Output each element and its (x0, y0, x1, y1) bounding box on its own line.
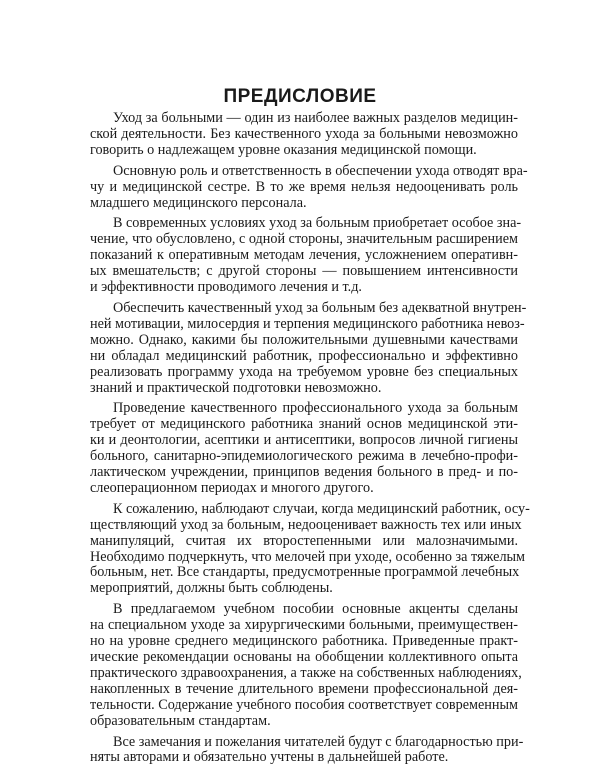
paragraph-1 (90, 111, 518, 159)
paragraph-7 (90, 601, 522, 729)
paragraph-8 (90, 733, 524, 767)
body-text (90, 110, 530, 771)
text-line: требует от медицинского работника знаний основ медицинской эти- (90, 416, 518, 433)
text-line: К сожалению, наблюдают случаи, когда медицинский работник, осу- (113, 500, 530, 517)
text-line: Необходимо подчеркнуть, что мелочей при уходе, особенно за тяжелым (90, 548, 526, 565)
paragraph-6 (90, 500, 530, 597)
text-line: и эффективности проводимого лечения и т.д. (90, 279, 362, 296)
text-line: больным, нет. Все стандарты, предусмотренные программой лечебных (90, 564, 520, 581)
text-line: В современных условиях уход за больным приобретает особое зна- (113, 215, 522, 232)
text-line: практического здравоохранения, а также на собственных наблюдениях, (90, 664, 522, 681)
text-line: ки и деонтологии, асептики и антисептики, вопросов личной гигиены (90, 432, 518, 449)
text-line: чу и медицинской сестре. В то же время нельзя недооценивать роль (90, 178, 518, 195)
text-line: слеоперационном периодах и многого другого. (90, 479, 374, 496)
text-line: Проведение качественного профессионального ухода за больным (113, 400, 518, 417)
text-line: Основную роль и ответственность в обеспечении ухода отводят вра- (113, 162, 528, 179)
text-line: образовательным стандартам. (90, 712, 271, 729)
text-line: лактическом учреждении, принципов ведения больного в пред- и по- (90, 464, 518, 481)
text-line: мероприятий, должны быть соблюдены. (90, 580, 333, 597)
paragraph-5 (90, 401, 518, 496)
paragraph-2 (90, 162, 528, 212)
text-line: тельности. Содержание учебного пособия соответствует современным (90, 696, 518, 713)
text-line: Обеспечить качественный уход за больным без адекватной внутрен- (113, 299, 527, 316)
text-line: можно. Однако, какими бы положительными душевными качествами (90, 331, 518, 348)
text-line: больного, санитарно-эпидемиологического режима в лечебно-профи- (90, 448, 518, 465)
text-line: ых вмешательств; с другой стороны — повышением интенсивности (90, 263, 518, 280)
text-line: Уход за больными — один из наиболее важных разделов медицин- (113, 110, 518, 126)
text-line: ические рекомендации основаны на обобщении коллективного опыта (90, 649, 518, 665)
paragraph-4 (90, 299, 527, 396)
text-line: младшего медицинского персонала. (90, 194, 307, 211)
text-line: говорить о надлежащем уровне оказания медицинской помощи. (90, 141, 477, 158)
text-line: В предлагаемом учебном пособии основные акценты сделаны (113, 601, 518, 618)
text-line: реализовать программу ухода на требуемом уровне без специальных (90, 363, 518, 380)
text-line: манипуляций, считая их второстепенными или малозначимыми. (90, 532, 518, 549)
text-line: показаний к оперативным методам лечения, усложнением оперативн- (90, 247, 518, 264)
page-title: ПРЕДИСЛОВИЕ (223, 86, 377, 107)
text-line: ществляющий уход за больным, недооценивает важность тех или иных (90, 516, 522, 533)
text-line: но на уровне среднего медицинского работника. Приведенные практ- (90, 633, 518, 650)
text-line: ской деятельности. Без качественного ухода за больными невозможно (90, 125, 518, 142)
text-line: ни обладал медицинский работник, профессионально и эффективно (90, 347, 518, 364)
text-line: чение, что обусловлено, с одной стороны, значительным расширением (90, 231, 518, 248)
text-line: Все замечания и пожелания читателей будут с благодарностью при- (113, 733, 524, 750)
text-line: ней мотивации, милосердия и терпения медицинского работника невоз- (90, 315, 525, 332)
text-line: знаний и практической подготовки невозможно. (90, 379, 382, 396)
paragraph-3 (90, 215, 522, 296)
text-line: накопленных в течение длительного времени профессиональной дея- (90, 680, 518, 697)
text-line: на специальном уходе за хирургическими больными, преимуществен- (90, 617, 518, 634)
text-line: няты авторами и обязательно учтены в дальнейшей работе. (90, 749, 449, 766)
